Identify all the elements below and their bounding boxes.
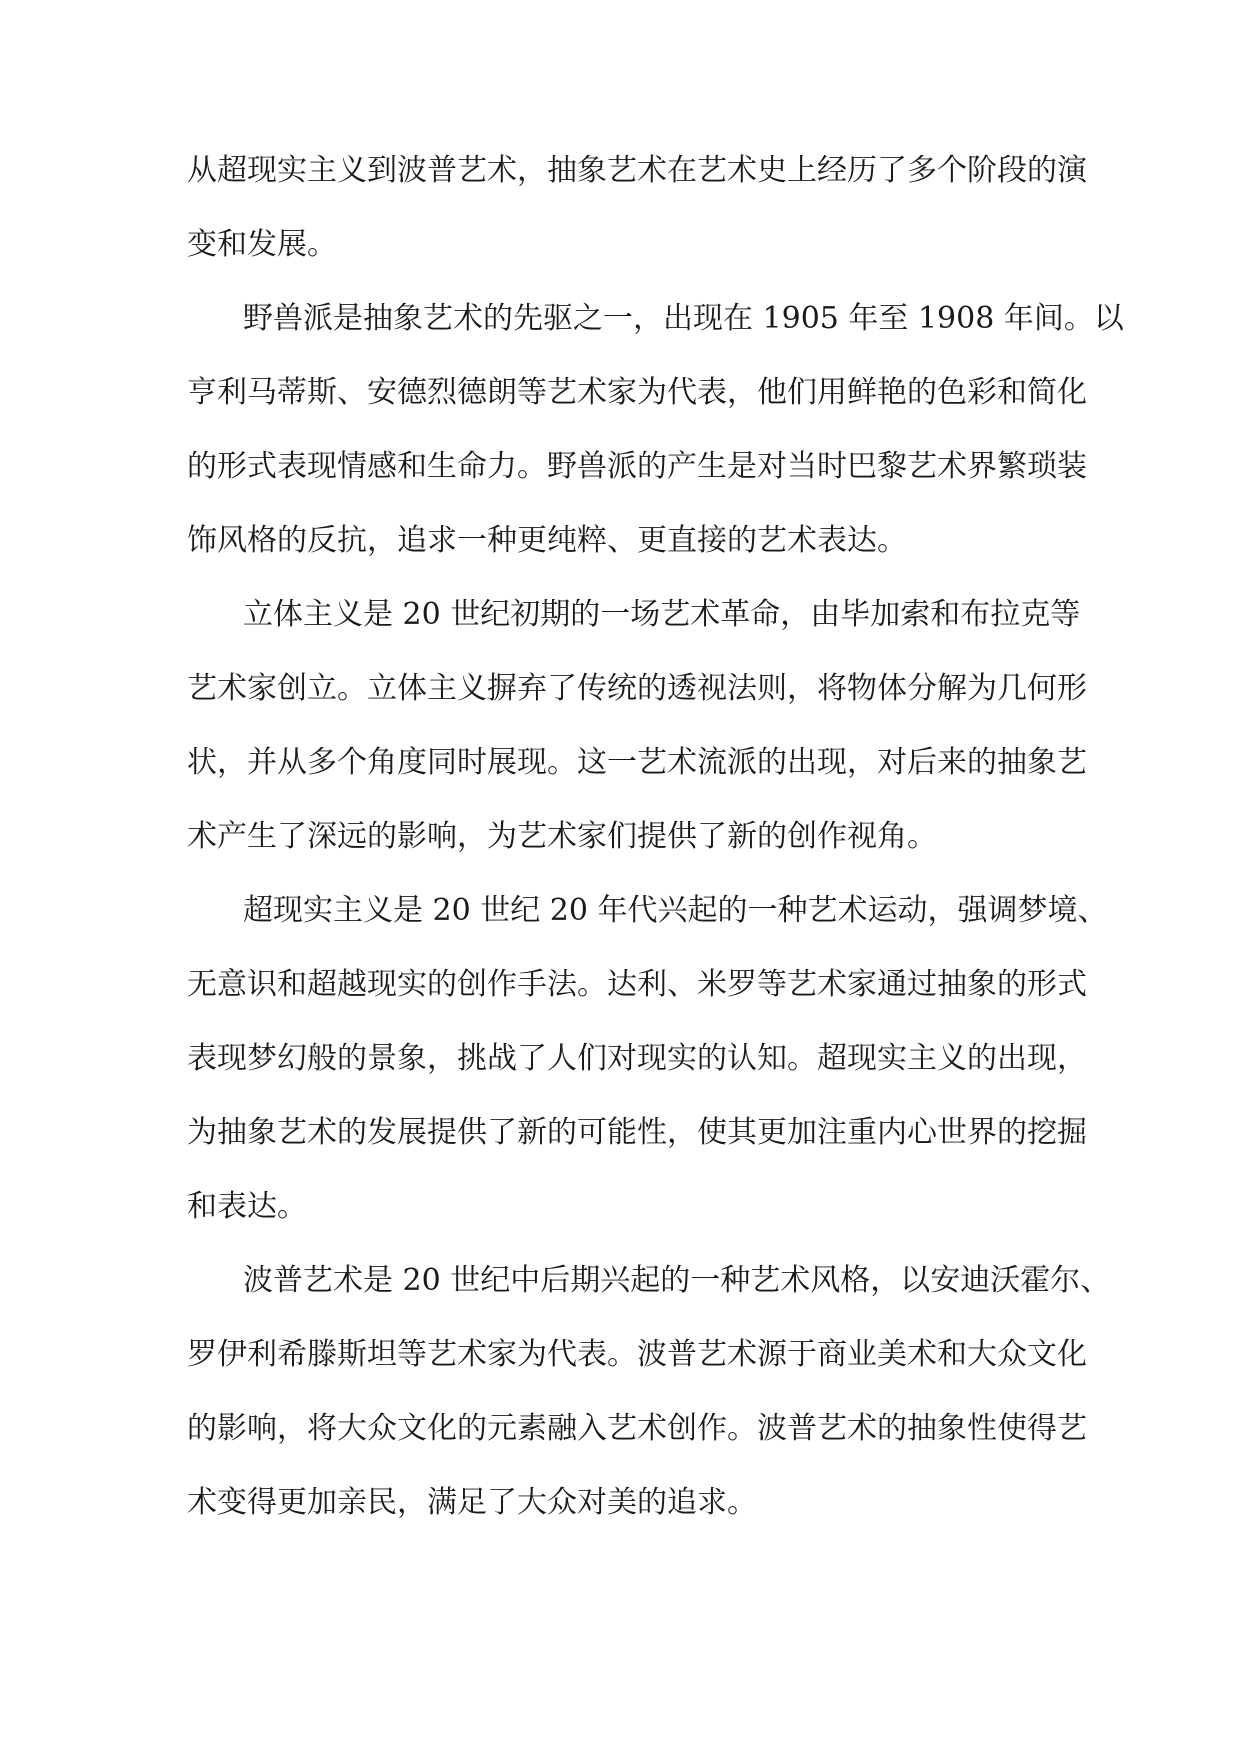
text-line: 变和发展。 bbox=[187, 227, 337, 262]
document-body bbox=[187, 134, 1124, 1540]
text-line: 术变得更加亲民，满足了大众对美的追求。 bbox=[187, 1485, 757, 1520]
text-line: 的影响，将大众文化的元素融入艺术创作。波普艺术的抽象性使得艺 bbox=[187, 1411, 1087, 1446]
text-line: 饰风格的反抗，追求一种更纯粹、更直接的艺术表达。 bbox=[187, 523, 907, 558]
paragraph-fauvism bbox=[187, 282, 1124, 578]
text-line: 为抽象艺术的发展提供了新的可能性，使其更加注重内心世界的挖掘 bbox=[187, 1115, 1087, 1150]
text-line: 超现实主义是 20 世纪 20 年代兴起的一种艺术运动，强调梦境、 bbox=[243, 893, 1108, 928]
text-line: 野兽派是抽象艺术的先驱之一，出现在 1905 年至 1908 年间。以 bbox=[243, 301, 1124, 336]
paragraph-surrealism bbox=[187, 874, 1108, 1244]
text-line: 波普艺术是 20 世纪中后期兴起的一种艺术风格，以安迪沃霍尔、 bbox=[243, 1263, 1111, 1298]
text-line: 艺术家创立。立体主义摒弃了传统的透视法则，将物体分解为几何形 bbox=[187, 671, 1087, 706]
paragraph-cubism bbox=[187, 578, 1087, 874]
text-line: 表现梦幻般的景象，挑战了人们对现实的认知。超现实主义的出现， bbox=[187, 1041, 1087, 1076]
text-line: 术产生了深远的影响，为艺术家们提供了新的创作视角。 bbox=[187, 819, 937, 854]
text-line: 的形式表现情感和生命力。野兽派的产生是对当时巴黎艺术界繁琐装 bbox=[187, 449, 1087, 484]
text-line: 无意识和超越现实的创作手法。达利、米罗等艺术家通过抽象的形式 bbox=[187, 967, 1087, 1002]
text-line: 亨利马蒂斯、安德烈德朗等艺术家为代表，他们用鲜艳的色彩和简化 bbox=[187, 375, 1087, 410]
paragraph-pop-art bbox=[187, 1244, 1111, 1540]
text-line: 罗伊利希滕斯坦等艺术家为代表。波普艺术源于商业美术和大众文化 bbox=[187, 1337, 1087, 1372]
text-line: 和表达。 bbox=[187, 1189, 307, 1224]
text-line: 状，并从多个角度同时展现。这一艺术流派的出现，对后来的抽象艺 bbox=[187, 745, 1087, 780]
paragraph-intro bbox=[187, 134, 1087, 282]
text-line: 立体主义是 20 世纪初期的一场艺术革命，由毕加索和布拉克等 bbox=[243, 597, 1081, 632]
text-line: 从超现实主义到波普艺术，抽象艺术在艺术史上经历了多个阶段的演 bbox=[187, 153, 1087, 188]
